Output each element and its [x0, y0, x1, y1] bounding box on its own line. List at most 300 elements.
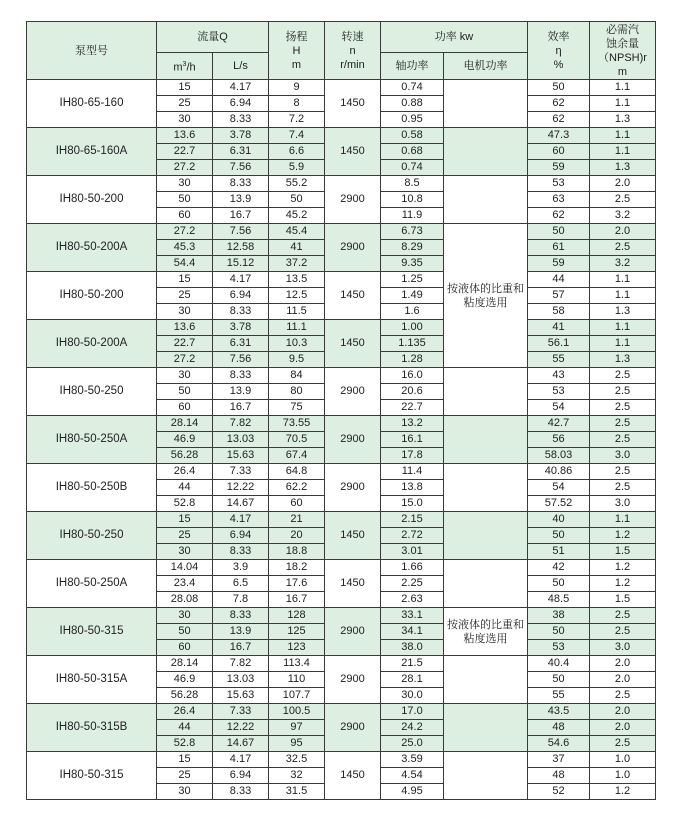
col-header-head	[269, 22, 325, 80]
cell-q-m3h: 30	[157, 608, 213, 624]
cell-shaft-power: 16.1	[381, 432, 444, 448]
npsh-line2: 蚀余量	[606, 37, 639, 50]
cell-head: 13.5	[269, 272, 325, 288]
cell-efficiency: 41	[528, 320, 590, 336]
cell-q-ls: 4.17	[213, 512, 269, 528]
cell-shaft-power: 38.0	[381, 640, 444, 656]
cell-shaft-power: 28.1	[381, 672, 444, 688]
cell-speed: 1450	[325, 272, 381, 320]
cell-head: 45.2	[269, 208, 325, 224]
npsh-line1: 必需汽	[606, 23, 639, 36]
cell-speed: 2900	[325, 704, 381, 752]
cell-q-m3h: 15	[157, 272, 213, 288]
cell-head: 84	[269, 368, 325, 384]
cell-q-m3h: 44	[157, 720, 213, 736]
cell-q-ls: 3.78	[213, 128, 269, 144]
cell-shaft-power: 17.0	[381, 704, 444, 720]
cell-shaft-power: 1.00	[381, 320, 444, 336]
cell-npsh: 1.3	[590, 304, 656, 320]
table-row	[27, 272, 656, 288]
cell-q-m3h: 52.8	[157, 736, 213, 752]
cell-q-ls: 12.22	[213, 720, 269, 736]
cell-npsh: 1.1	[590, 96, 656, 112]
cell-q-m3h: 25	[157, 768, 213, 784]
cell-efficiency: 62	[528, 112, 590, 128]
cell-npsh: 1.1	[590, 128, 656, 144]
cell-q-ls: 13.9	[213, 624, 269, 640]
speed-unit: r/min	[340, 58, 365, 71]
cell-q-m3h: 46.9	[157, 432, 213, 448]
cell-shaft-power: 3.01	[381, 544, 444, 560]
cell-head: 97	[269, 720, 325, 736]
cell-head: 18.8	[269, 544, 325, 560]
table-row	[27, 80, 656, 96]
cell-q-ls: 7.56	[213, 352, 269, 368]
cell-q-ls: 6.5	[213, 576, 269, 592]
cell-head: 64.8	[269, 464, 325, 480]
cell-q-m3h: 50	[157, 624, 213, 640]
cell-npsh: 3.0	[590, 640, 656, 656]
pump-model-cell: IH80-65-160A	[27, 128, 157, 176]
cell-head: 123	[269, 640, 325, 656]
cell-q-ls: 16.7	[213, 640, 269, 656]
cell-q-m3h: 27.2	[157, 352, 213, 368]
cell-q-ls: 15.63	[213, 448, 269, 464]
cell-q-m3h: 52.8	[157, 496, 213, 512]
cell-shaft-power: 15.0	[381, 496, 444, 512]
speed-symbol: n	[349, 44, 356, 57]
cell-q-ls: 13.03	[213, 672, 269, 688]
cell-q-ls: 6.94	[213, 528, 269, 544]
cell-q-m3h: 45.3	[157, 240, 213, 256]
motor-power-blank	[444, 704, 528, 752]
cell-npsh: 1.1	[590, 288, 656, 304]
cell-q-m3h: 30	[157, 112, 213, 128]
cell-head: 11.5	[269, 304, 325, 320]
cell-q-ls: 8.33	[213, 176, 269, 192]
cell-npsh: 1.1	[590, 512, 656, 528]
cell-speed: 2900	[325, 368, 381, 416]
cell-head: 113.4	[269, 656, 325, 672]
cell-q-m3h: 15	[157, 80, 213, 96]
cell-head: 16.7	[269, 592, 325, 608]
motor-power-blank	[444, 512, 528, 560]
cell-shaft-power: 2.15	[381, 512, 444, 528]
cell-shaft-power: 16.0	[381, 368, 444, 384]
cell-q-m3h: 50	[157, 384, 213, 400]
cell-q-ls: 6.94	[213, 288, 269, 304]
cell-q-m3h: 26.4	[157, 704, 213, 720]
cell-shaft-power: 0.74	[381, 160, 444, 176]
cell-q-ls: 4.17	[213, 752, 269, 768]
speed-label: 转速	[341, 30, 364, 43]
cell-q-ls: 13.03	[213, 432, 269, 448]
cell-npsh: 1.5	[590, 592, 656, 608]
cell-efficiency: 54.6	[528, 736, 590, 752]
cell-npsh: 1.3	[590, 112, 656, 128]
col-header-shaft-power: 轴功率	[381, 53, 444, 80]
cell-q-m3h: 46.9	[157, 672, 213, 688]
cell-shaft-power: 0.95	[381, 112, 444, 128]
motor-power-blank	[444, 752, 528, 800]
pump-spec-sheet	[26, 21, 656, 800]
cell-speed: 2900	[325, 416, 381, 464]
cell-head: 7.2	[269, 112, 325, 128]
cell-q-m3h: 56.28	[157, 448, 213, 464]
cell-efficiency: 52	[528, 784, 590, 800]
col-header-npsh	[590, 22, 656, 80]
cell-shaft-power: 1.6	[381, 304, 444, 320]
cell-npsh: 1.5	[590, 544, 656, 560]
cell-shaft-power: 0.88	[381, 96, 444, 112]
cell-head: 12.5	[269, 288, 325, 304]
cell-efficiency: 40.4	[528, 656, 590, 672]
cell-npsh: 1.1	[590, 320, 656, 336]
cell-npsh: 2.5	[590, 416, 656, 432]
cell-efficiency: 59	[528, 256, 590, 272]
cell-efficiency: 56	[528, 432, 590, 448]
cell-npsh: 1.2	[590, 784, 656, 800]
cell-q-ls: 7.33	[213, 464, 269, 480]
cell-shaft-power: 25.0	[381, 736, 444, 752]
cell-q-ls: 14.67	[213, 496, 269, 512]
cell-npsh: 2.5	[590, 432, 656, 448]
cell-npsh: 1.1	[590, 144, 656, 160]
cell-q-ls: 7.82	[213, 416, 269, 432]
cell-speed: 1450	[325, 80, 381, 128]
cell-efficiency: 40	[528, 512, 590, 528]
npsh-line4: m	[617, 65, 628, 78]
cell-npsh: 1.3	[590, 352, 656, 368]
cell-q-ls: 3.78	[213, 320, 269, 336]
col-header-speed	[325, 22, 381, 80]
cell-shaft-power: 1.49	[381, 288, 444, 304]
cell-shaft-power: 2.63	[381, 592, 444, 608]
cell-q-ls: 14.67	[213, 736, 269, 752]
cell-speed: 1450	[325, 560, 381, 608]
cell-speed: 2900	[325, 656, 381, 704]
cell-head: 62.2	[269, 480, 325, 496]
pump-model-cell: IH80-50-315B	[27, 704, 157, 752]
cell-q-m3h: 56.28	[157, 688, 213, 704]
cell-q-m3h: 60	[157, 208, 213, 224]
cell-q-m3h: 22.7	[157, 144, 213, 160]
cell-head: 50	[269, 192, 325, 208]
cell-q-ls: 4.17	[213, 80, 269, 96]
col-header-efficiency	[528, 22, 590, 80]
cell-npsh: 2.5	[590, 240, 656, 256]
cell-head: 32.5	[269, 752, 325, 768]
cell-head: 80	[269, 384, 325, 400]
cell-efficiency: 48	[528, 768, 590, 784]
cell-shaft-power: 1.25	[381, 272, 444, 288]
cell-efficiency: 44	[528, 272, 590, 288]
cell-head: 7.4	[269, 128, 325, 144]
cell-head: 21	[269, 512, 325, 528]
cell-efficiency: 53	[528, 384, 590, 400]
cell-speed: 1450	[325, 512, 381, 560]
cell-q-m3h: 30	[157, 544, 213, 560]
cell-head: 8	[269, 96, 325, 112]
col-header-flow: 流量Q	[157, 22, 269, 53]
cell-npsh: 2.5	[590, 400, 656, 416]
cell-efficiency: 62	[528, 208, 590, 224]
cell-npsh: 1.1	[590, 80, 656, 96]
cell-npsh: 1.0	[590, 752, 656, 768]
cell-q-ls: 6.94	[213, 96, 269, 112]
cell-efficiency: 63	[528, 192, 590, 208]
cell-shaft-power: 0.74	[381, 80, 444, 96]
pump-model-cell: IH80-65-160	[27, 80, 157, 128]
cell-npsh: 3.0	[590, 448, 656, 464]
cell-shaft-power: 0.68	[381, 144, 444, 160]
cell-efficiency: 40.86	[528, 464, 590, 480]
cell-q-ls: 7.8	[213, 592, 269, 608]
cell-shaft-power: 1.135	[381, 336, 444, 352]
cell-q-ls: 15.63	[213, 688, 269, 704]
cell-speed: 1450	[325, 752, 381, 800]
col-header-model: 泵型号	[27, 22, 157, 80]
eff-unit: %	[553, 58, 564, 71]
cell-shaft-power: 8.29	[381, 240, 444, 256]
cell-q-m3h: 14.04	[157, 560, 213, 576]
cell-efficiency: 42.7	[528, 416, 590, 432]
cell-efficiency: 57.52	[528, 496, 590, 512]
cell-npsh: 2.0	[590, 720, 656, 736]
cell-q-m3h: 28.14	[157, 656, 213, 672]
cell-shaft-power: 21.5	[381, 656, 444, 672]
cell-shaft-power: 2.72	[381, 528, 444, 544]
cell-head: 10.3	[269, 336, 325, 352]
table-row	[27, 656, 656, 672]
cell-shaft-power: 8.5	[381, 176, 444, 192]
cell-npsh: 1.1	[590, 272, 656, 288]
cell-npsh: 2.0	[590, 672, 656, 688]
cell-efficiency: 43	[528, 368, 590, 384]
cell-q-m3h: 60	[157, 400, 213, 416]
pump-performance-table	[26, 21, 656, 800]
col-header-power: 功率 kw	[381, 22, 528, 53]
pump-model-cell: IH80-50-250B	[27, 464, 157, 512]
cell-npsh: 2.0	[590, 656, 656, 672]
motor-power-blank	[444, 656, 528, 704]
cell-q-ls: 6.94	[213, 768, 269, 784]
cell-shaft-power: 30.0	[381, 688, 444, 704]
cell-efficiency: 61	[528, 240, 590, 256]
cell-speed: 2900	[325, 176, 381, 224]
cell-shaft-power: 6.73	[381, 224, 444, 240]
cell-shaft-power: 10.8	[381, 192, 444, 208]
cell-efficiency: 50	[528, 576, 590, 592]
head-unit: m	[291, 58, 302, 71]
cell-shaft-power: 11.4	[381, 464, 444, 480]
cell-q-m3h: 44	[157, 480, 213, 496]
cell-q-ls: 16.7	[213, 400, 269, 416]
cell-q-ls: 8.33	[213, 608, 269, 624]
cell-shaft-power: 9.35	[381, 256, 444, 272]
cell-head: 37.2	[269, 256, 325, 272]
cell-npsh: 3.2	[590, 256, 656, 272]
motor-power-blank	[444, 176, 528, 224]
cell-head: 73.55	[269, 416, 325, 432]
cell-npsh: 1.2	[590, 576, 656, 592]
cell-shaft-power: 1.28	[381, 352, 444, 368]
cell-npsh: 2.5	[590, 624, 656, 640]
cell-npsh: 3.0	[590, 496, 656, 512]
table-row	[27, 224, 656, 240]
cell-q-m3h: 23.4	[157, 576, 213, 592]
cell-q-m3h: 30	[157, 176, 213, 192]
cell-shaft-power: 34.1	[381, 624, 444, 640]
cell-efficiency: 50	[528, 80, 590, 96]
table-row	[27, 704, 656, 720]
cell-efficiency: 48	[528, 720, 590, 736]
motor-power-note: 按液体的比重和粘度选用	[444, 608, 528, 656]
motor-power-blank	[444, 128, 528, 176]
cell-q-ls: 8.33	[213, 784, 269, 800]
cell-head: 100.5	[269, 704, 325, 720]
cell-efficiency: 53	[528, 176, 590, 192]
col-header-flow-m3h: $m^3/h$	[157, 53, 213, 80]
cell-q-m3h: 15	[157, 752, 213, 768]
cell-efficiency: 42	[528, 560, 590, 576]
cell-shaft-power: 11.9	[381, 208, 444, 224]
cell-shaft-power: 4.95	[381, 784, 444, 800]
cell-q-ls: 6.31	[213, 144, 269, 160]
cell-q-ls: 8.33	[213, 368, 269, 384]
cell-head: 60	[269, 496, 325, 512]
cell-q-ls: 15.12	[213, 256, 269, 272]
cell-efficiency: 50	[528, 672, 590, 688]
cell-q-m3h: 25	[157, 288, 213, 304]
cell-npsh: 1.0	[590, 768, 656, 784]
cell-q-ls: 3.9	[213, 560, 269, 576]
cell-speed: 2900	[325, 224, 381, 272]
cell-efficiency: 58.03	[528, 448, 590, 464]
motor-power-blank	[444, 464, 528, 512]
cell-npsh: 2.5	[590, 736, 656, 752]
cell-q-m3h: 60	[157, 640, 213, 656]
cell-head: 11.1	[269, 320, 325, 336]
cell-npsh: 1.1	[590, 336, 656, 352]
col-header-motor-power: 电机功率	[444, 53, 528, 80]
cell-efficiency: 50	[528, 528, 590, 544]
cell-efficiency: 55	[528, 688, 590, 704]
pump-model-cell: IH80-50-250	[27, 368, 157, 416]
cell-head: 9	[269, 80, 325, 96]
cell-q-ls: 12.22	[213, 480, 269, 496]
cell-q-m3h: 26.4	[157, 464, 213, 480]
cell-q-ls: 7.56	[213, 160, 269, 176]
cell-q-m3h: 30	[157, 784, 213, 800]
cell-npsh: 2.5	[590, 480, 656, 496]
cell-efficiency: 48.5	[528, 592, 590, 608]
cell-q-ls: 7.82	[213, 656, 269, 672]
cell-q-m3h: 25	[157, 528, 213, 544]
pump-model-cell: IH80-50-200A	[27, 224, 157, 272]
table-row	[27, 464, 656, 480]
table-row	[27, 128, 656, 144]
cell-efficiency: 58	[528, 304, 590, 320]
cell-q-m3h: 15	[157, 512, 213, 528]
table-body	[27, 80, 656, 800]
cell-npsh: 2.5	[590, 192, 656, 208]
cell-head: 110	[269, 672, 325, 688]
cell-q-m3h: 13.6	[157, 128, 213, 144]
cell-q-ls: 7.33	[213, 704, 269, 720]
cell-npsh: 1.2	[590, 560, 656, 576]
cell-head: 17.6	[269, 576, 325, 592]
cell-head: 67.4	[269, 448, 325, 464]
cell-shaft-power: 17.8	[381, 448, 444, 464]
cell-efficiency: 54	[528, 400, 590, 416]
cell-shaft-power: 13.2	[381, 416, 444, 432]
cell-q-m3h: 54.4	[157, 256, 213, 272]
cell-npsh: 2.5	[590, 688, 656, 704]
cell-q-m3h: 50	[157, 192, 213, 208]
cell-q-m3h: 22.7	[157, 336, 213, 352]
cell-speed: 2900	[325, 608, 381, 656]
cell-head: 41	[269, 240, 325, 256]
table-row	[27, 416, 656, 432]
cell-efficiency: 51	[528, 544, 590, 560]
head-symbol: H	[292, 44, 301, 57]
cell-npsh: 2.5	[590, 368, 656, 384]
motor-power-note: 按液体的比重和粘度选用	[444, 224, 528, 368]
cell-npsh: 3.2	[590, 208, 656, 224]
cell-shaft-power: 3.59	[381, 752, 444, 768]
cell-shaft-power: 20.6	[381, 384, 444, 400]
pump-model-cell: IH80-50-315	[27, 752, 157, 800]
cell-npsh: 2.5	[590, 384, 656, 400]
cell-head: 45.4	[269, 224, 325, 240]
cell-q-ls: 6.31	[213, 336, 269, 352]
cell-npsh: 2.0	[590, 224, 656, 240]
eff-symbol: η	[555, 44, 562, 57]
table-row	[27, 176, 656, 192]
cell-q-ls: 13.9	[213, 384, 269, 400]
table-row	[27, 608, 656, 624]
cell-efficiency: 60	[528, 144, 590, 160]
cell-efficiency: 54	[528, 480, 590, 496]
head-label: 扬程	[285, 30, 308, 43]
cell-q-m3h: 13.6	[157, 320, 213, 336]
pump-model-cell: IH80-50-250A	[27, 416, 157, 464]
pump-model-cell: IH80-50-200	[27, 176, 157, 224]
motor-power-blank	[444, 368, 528, 416]
eff-label: 效率	[547, 30, 570, 43]
motor-power-blank	[444, 416, 528, 464]
cell-efficiency: 50	[528, 624, 590, 640]
cell-q-m3h: 27.2	[157, 160, 213, 176]
cell-q-ls: 13.9	[213, 192, 269, 208]
cell-npsh: 2.5	[590, 608, 656, 624]
cell-q-m3h: 30	[157, 368, 213, 384]
pump-model-cell: IH80-50-250A	[27, 560, 157, 608]
cell-head: 31.5	[269, 784, 325, 800]
cell-head: 107.7	[269, 688, 325, 704]
cell-npsh: 1.3	[590, 160, 656, 176]
cell-head: 20	[269, 528, 325, 544]
table-row	[27, 320, 656, 336]
cell-head: 55.2	[269, 176, 325, 192]
cell-shaft-power: 24.2	[381, 720, 444, 736]
cell-q-m3h: 27.2	[157, 224, 213, 240]
pump-model-cell: IH80-50-315	[27, 608, 157, 656]
cell-shaft-power: 4.54	[381, 768, 444, 784]
pump-model-cell: IH80-50-200A	[27, 320, 157, 368]
cell-head: 95	[269, 736, 325, 752]
